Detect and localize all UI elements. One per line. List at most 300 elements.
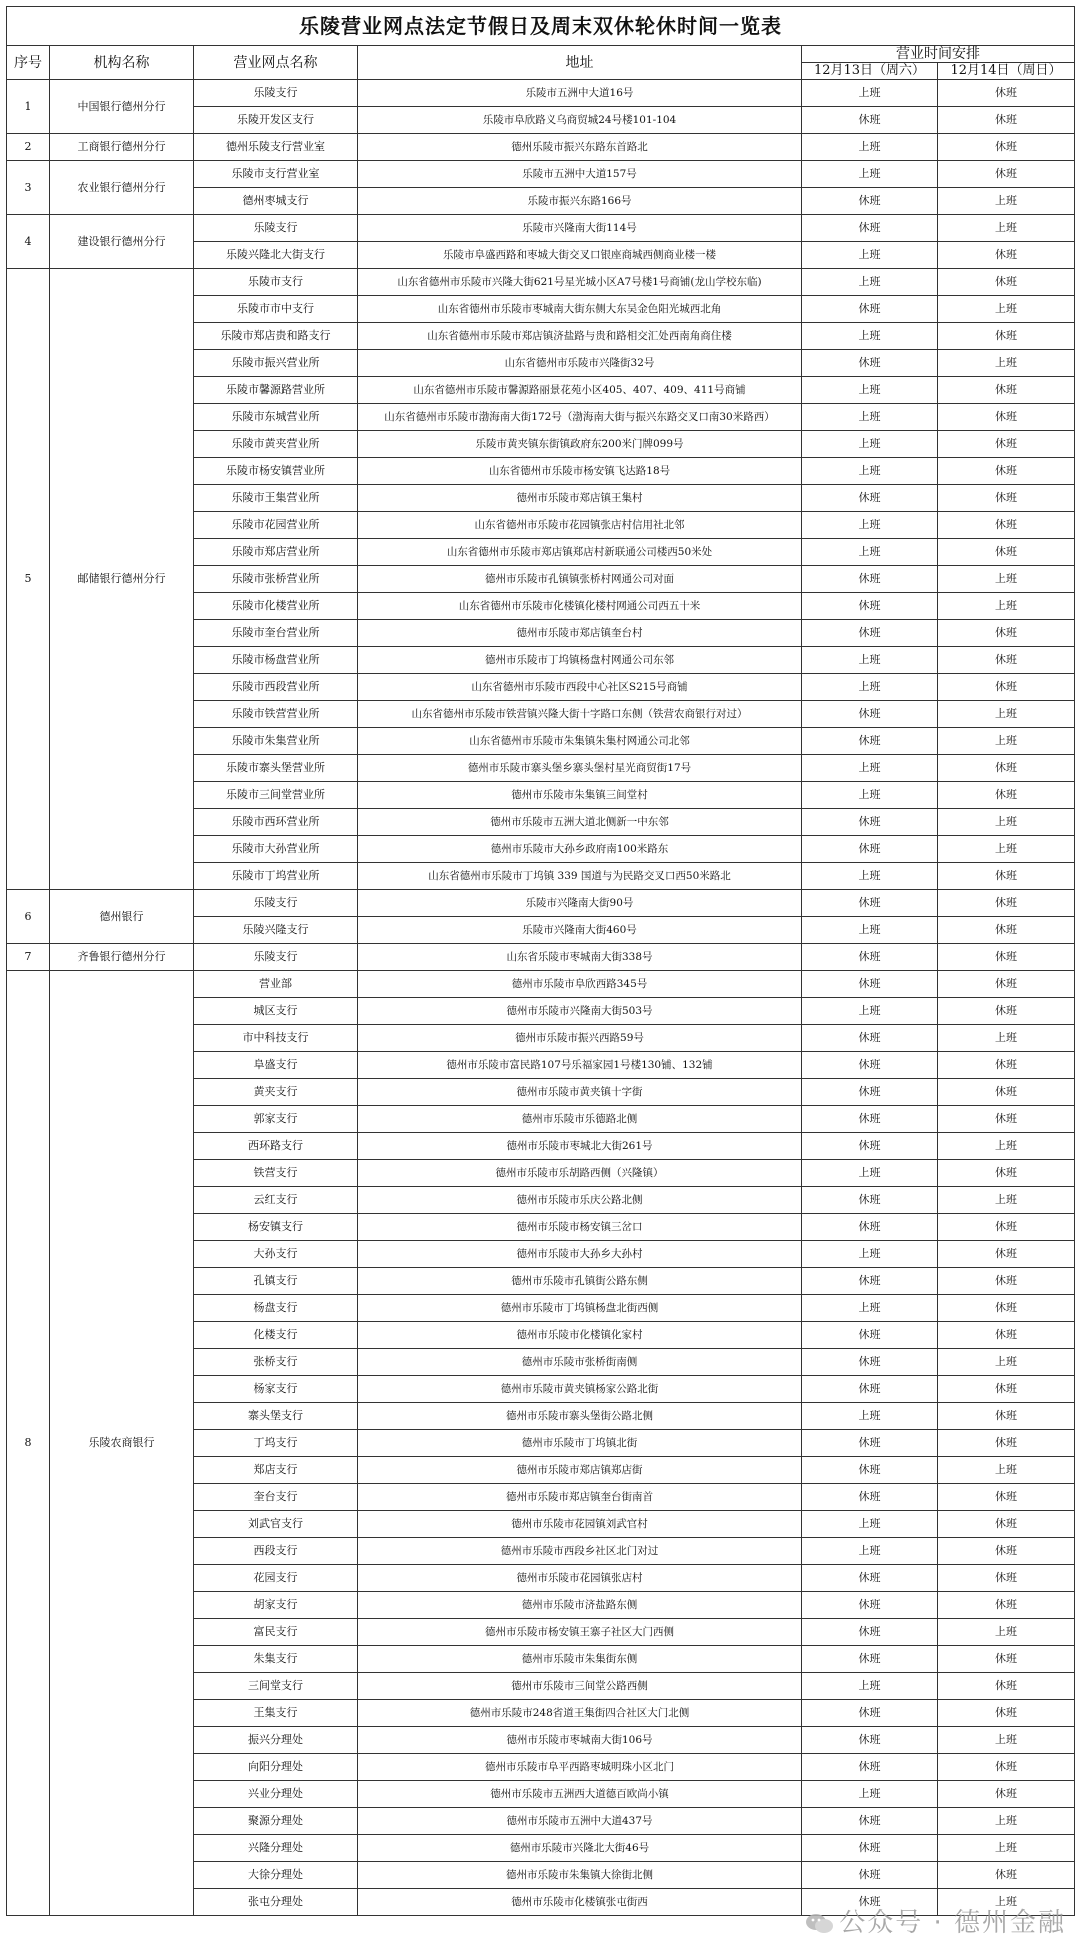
cell-outlet: 乐陵市西环营业所 xyxy=(194,809,358,836)
cell-seq: 8 xyxy=(7,971,50,1916)
cell-outlet: 西环路支行 xyxy=(194,1133,358,1160)
cell-day2-status: 上班 xyxy=(938,728,1075,755)
cell-day2-status: 休班 xyxy=(938,1295,1075,1322)
cell-outlet: 寨头堡支行 xyxy=(194,1403,358,1430)
cell-outlet: 乐陵支行 xyxy=(194,215,358,242)
cell-outlet: 市中科技支行 xyxy=(194,1025,358,1052)
cell-day1-status: 休班 xyxy=(802,1646,938,1673)
cell-address: 德州市乐陵市乐庆公路北侧 xyxy=(358,1187,802,1214)
cell-address: 山东省德州市乐陵市丁坞镇 339 国道与为民路交叉口西50米路北 xyxy=(358,863,802,890)
cell-day1-status: 上班 xyxy=(802,269,938,296)
cell-day2-status: 休班 xyxy=(938,1781,1075,1808)
cell-seq: 3 xyxy=(7,161,50,215)
cell-day1-status: 休班 xyxy=(802,1025,938,1052)
cell-day1-status: 上班 xyxy=(802,161,938,188)
cell-day1-status: 上班 xyxy=(802,1403,938,1430)
cell-outlet: 兴隆分理处 xyxy=(194,1835,358,1862)
cell-outlet: 化楼支行 xyxy=(194,1322,358,1349)
cell-seq: 7 xyxy=(7,944,50,971)
cell-address: 德州市乐陵市济盐路东侧 xyxy=(358,1592,802,1619)
cell-outlet: 黄夹支行 xyxy=(194,1079,358,1106)
cell-day1-status: 上班 xyxy=(802,134,938,161)
cell-day1-status: 休班 xyxy=(802,1079,938,1106)
cell-outlet: 奎台支行 xyxy=(194,1484,358,1511)
cell-outlet: 乐陵市化楼营业所 xyxy=(194,593,358,620)
cell-day2-status: 休班 xyxy=(938,1268,1075,1295)
cell-institution: 农业银行德州分行 xyxy=(50,161,194,215)
cell-outlet: 乐陵市支行营业室 xyxy=(194,161,358,188)
cell-address: 德州市乐陵市郑店镇奎台街南首 xyxy=(358,1484,802,1511)
cell-day1-status: 休班 xyxy=(802,1727,938,1754)
cell-address: 德州市乐陵市寨头堡街公路北侧 xyxy=(358,1403,802,1430)
header-outlet: 营业网点名称 xyxy=(194,46,358,80)
cell-day2-status: 休班 xyxy=(938,512,1075,539)
cell-seq: 6 xyxy=(7,890,50,944)
header-institution: 机构名称 xyxy=(50,46,194,80)
cell-day2-status: 休班 xyxy=(938,1106,1075,1133)
cell-day1-status: 休班 xyxy=(802,836,938,863)
cell-day2-status: 休班 xyxy=(938,971,1075,998)
cell-day2-status: 上班 xyxy=(938,1889,1075,1916)
cell-address: 乐陵市振兴东路166号 xyxy=(358,188,802,215)
cell-outlet: 兴业分理处 xyxy=(194,1781,358,1808)
cell-outlet: 乐陵兴隆支行 xyxy=(194,917,358,944)
cell-day2-status: 休班 xyxy=(938,1538,1075,1565)
cell-outlet: 乐陵市丁坞营业所 xyxy=(194,863,358,890)
table-row xyxy=(7,269,1075,296)
cell-day1-status: 休班 xyxy=(802,350,938,377)
cell-day2-status: 上班 xyxy=(938,350,1075,377)
cell-address: 德州市乐陵市富民路107号乐福家园1号楼130铺、132铺 xyxy=(358,1052,802,1079)
cell-address: 德州市乐陵市大孙乡政府南100米路东 xyxy=(358,836,802,863)
cell-seq: 4 xyxy=(7,215,50,269)
cell-address: 山东省德州市乐陵市郑店镇济盐路与贵和路相交汇处西南角商住楼 xyxy=(358,323,802,350)
table-row xyxy=(7,134,1075,161)
cell-day2-status: 上班 xyxy=(938,1457,1075,1484)
cell-institution: 建设银行德州分行 xyxy=(50,215,194,269)
cell-address: 德州市乐陵市郑店镇郑店街 xyxy=(358,1457,802,1484)
cell-address: 德州市乐陵市丁坞镇杨盘北街西侧 xyxy=(358,1295,802,1322)
cell-outlet: 乐陵支行 xyxy=(194,890,358,917)
cell-institution: 乐陵农商银行 xyxy=(50,971,194,1916)
cell-day2-status: 休班 xyxy=(938,1700,1075,1727)
cell-day2-status: 上班 xyxy=(938,296,1075,323)
cell-day2-status: 上班 xyxy=(938,1187,1075,1214)
cell-day2-status: 休班 xyxy=(938,1376,1075,1403)
cell-address: 德州市乐陵市五洲大道北侧新一中东邻 xyxy=(358,809,802,836)
cell-day2-status: 休班 xyxy=(938,269,1075,296)
cell-day1-status: 上班 xyxy=(802,863,938,890)
cell-day1-status: 休班 xyxy=(802,701,938,728)
cell-address: 乐陵市黄夹镇东街镇政府东200米门牌099号 xyxy=(358,431,802,458)
cell-address: 乐陵市兴隆南大街90号 xyxy=(358,890,802,917)
cell-address: 德州市乐陵市化楼镇张屯街西 xyxy=(358,1889,802,1916)
cell-address: 德州市乐陵市丁坞镇杨盘村网通公司东邻 xyxy=(358,647,802,674)
cell-day1-status: 上班 xyxy=(802,1241,938,1268)
cell-day1-status: 休班 xyxy=(802,215,938,242)
cell-address: 德州市乐陵市乐胡路西侧（兴隆镇） xyxy=(358,1160,802,1187)
cell-day2-status: 上班 xyxy=(938,1349,1075,1376)
table-title: 乐陵营业网点法定节假日及周末双休轮休时间一览表 xyxy=(7,7,1075,46)
cell-address: 德州市乐陵市西段乡社区北门对过 xyxy=(358,1538,802,1565)
cell-outlet: 营业部 xyxy=(194,971,358,998)
cell-address: 乐陵市五洲中大道157号 xyxy=(358,161,802,188)
table-row xyxy=(7,215,1075,242)
cell-day2-status: 休班 xyxy=(938,863,1075,890)
cell-day2-status: 休班 xyxy=(938,1511,1075,1538)
cell-outlet: 向阳分理处 xyxy=(194,1754,358,1781)
cell-day2-status: 休班 xyxy=(938,1646,1075,1673)
cell-day1-status: 休班 xyxy=(802,1565,938,1592)
cell-day1-status: 上班 xyxy=(802,80,938,107)
cell-day1-status: 休班 xyxy=(802,1430,938,1457)
cell-address: 德州市乐陵市黄夹镇十字街 xyxy=(358,1079,802,1106)
cell-day2-status: 休班 xyxy=(938,80,1075,107)
cell-day1-status: 上班 xyxy=(802,755,938,782)
cell-day2-status: 休班 xyxy=(938,782,1075,809)
cell-outlet: 乐陵市郑店营业所 xyxy=(194,539,358,566)
cell-day2-status: 休班 xyxy=(938,1052,1075,1079)
cell-address: 德州市乐陵市寨头堡乡寨头堡村星光商贸街17号 xyxy=(358,755,802,782)
cell-day1-status: 上班 xyxy=(802,404,938,431)
cell-address: 德州市乐陵市郑店镇王集村 xyxy=(358,485,802,512)
cell-day1-status: 休班 xyxy=(802,620,938,647)
cell-outlet: 大孙支行 xyxy=(194,1241,358,1268)
cell-address: 德州乐陵市振兴东路东首路北 xyxy=(358,134,802,161)
cell-day2-status: 上班 xyxy=(938,1727,1075,1754)
cell-address: 德州市乐陵市阜平西路枣城明珠小区北门 xyxy=(358,1754,802,1781)
cell-seq: 2 xyxy=(7,134,50,161)
cell-day1-status: 休班 xyxy=(802,485,938,512)
cell-outlet: 乐陵兴隆北大街支行 xyxy=(194,242,358,269)
cell-outlet: 乐陵市张桥营业所 xyxy=(194,566,358,593)
cell-address: 山东省德州市乐陵市化楼镇化楼村网通公司西五十米 xyxy=(358,593,802,620)
cell-address: 山东省德州市乐陵市朱集镇朱集村网通公司北邻 xyxy=(358,728,802,755)
table-row xyxy=(7,971,1075,998)
header-schedule: 营业时间安排 xyxy=(802,46,1075,63)
cell-outlet: 铁营支行 xyxy=(194,1160,358,1187)
cell-outlet: 朱集支行 xyxy=(194,1646,358,1673)
table-row xyxy=(7,890,1075,917)
cell-day1-status: 上班 xyxy=(802,917,938,944)
cell-address: 德州市乐陵市花园镇刘武官村 xyxy=(358,1511,802,1538)
cell-day1-status: 休班 xyxy=(802,971,938,998)
cell-day2-status: 休班 xyxy=(938,998,1075,1025)
cell-address: 山东省德州市乐陵市郑店镇郑店村新联通公司楼西50米处 xyxy=(358,539,802,566)
cell-day2-status: 休班 xyxy=(938,1484,1075,1511)
cell-outlet: 富民支行 xyxy=(194,1619,358,1646)
cell-outlet: 聚源分理处 xyxy=(194,1808,358,1835)
cell-outlet: 三间堂支行 xyxy=(194,1673,358,1700)
cell-address: 德州市乐陵市枣城南大街106号 xyxy=(358,1727,802,1754)
cell-day2-status: 休班 xyxy=(938,1862,1075,1889)
cell-address: 山东省德州市乐陵市西段中心社区S215号商铺 xyxy=(358,674,802,701)
cell-seq: 1 xyxy=(7,80,50,134)
cell-day1-status: 休班 xyxy=(802,188,938,215)
cell-day1-status: 休班 xyxy=(802,1862,938,1889)
cell-address: 德州市乐陵市花园镇张店村 xyxy=(358,1565,802,1592)
cell-address: 德州市乐陵市振兴西路59号 xyxy=(358,1025,802,1052)
cell-outlet: 花园支行 xyxy=(194,1565,358,1592)
cell-day2-status: 上班 xyxy=(938,809,1075,836)
cell-day1-status: 休班 xyxy=(802,809,938,836)
cell-day1-status: 上班 xyxy=(802,1673,938,1700)
cell-day1-status: 上班 xyxy=(802,242,938,269)
cell-day2-status: 休班 xyxy=(938,674,1075,701)
cell-outlet: 刘武官支行 xyxy=(194,1511,358,1538)
cell-day2-status: 休班 xyxy=(938,404,1075,431)
cell-outlet: 德州枣城支行 xyxy=(194,188,358,215)
cell-address: 德州市乐陵市孔镇街公路东侧 xyxy=(358,1268,802,1295)
cell-outlet: 乐陵支行 xyxy=(194,944,358,971)
cell-day1-status: 休班 xyxy=(802,1106,938,1133)
cell-day1-status: 休班 xyxy=(802,1214,938,1241)
cell-day1-status: 休班 xyxy=(802,890,938,917)
cell-day1-status: 上班 xyxy=(802,458,938,485)
cell-day1-status: 上班 xyxy=(802,1781,938,1808)
cell-day2-status: 休班 xyxy=(938,1403,1075,1430)
cell-address: 山东省德州市乐陵市枣城南大街东侧大东吴金色阳光城西北角 xyxy=(358,296,802,323)
cell-address: 德州市乐陵市乐德路北侧 xyxy=(358,1106,802,1133)
cell-outlet: 杨盘支行 xyxy=(194,1295,358,1322)
cell-day1-status: 上班 xyxy=(802,647,938,674)
cell-address: 德州市乐陵市248省道王集街四合社区大门北侧 xyxy=(358,1700,802,1727)
watermark-text: 公众号 · 德州金融 xyxy=(839,1908,1066,1938)
cell-day1-status: 休班 xyxy=(802,728,938,755)
cell-outlet: 丁坞支行 xyxy=(194,1430,358,1457)
cell-address: 乐陵市兴隆南大街114号 xyxy=(358,215,802,242)
cell-address: 德州市乐陵市丁坞镇北街 xyxy=(358,1430,802,1457)
cell-day2-status: 上班 xyxy=(938,1835,1075,1862)
cell-address: 德州市乐陵市大孙乡大孙村 xyxy=(358,1241,802,1268)
cell-address: 德州市乐陵市五洲西大道德百欧尚小镇 xyxy=(358,1781,802,1808)
cell-day1-status: 休班 xyxy=(802,1484,938,1511)
cell-day1-status: 上班 xyxy=(802,539,938,566)
cell-address: 德州市乐陵市五洲中大道437号 xyxy=(358,1808,802,1835)
cell-day1-status: 休班 xyxy=(802,1052,938,1079)
cell-day2-status: 上班 xyxy=(938,1133,1075,1160)
cell-outlet: 乐陵市馨源路营业所 xyxy=(194,377,358,404)
cell-day2-status: 休班 xyxy=(938,917,1075,944)
cell-outlet: 乐陵市大孙营业所 xyxy=(194,836,358,863)
cell-day2-status: 休班 xyxy=(938,1673,1075,1700)
cell-day2-status: 休班 xyxy=(938,1214,1075,1241)
cell-institution: 工商银行德州分行 xyxy=(50,134,194,161)
header-day1: 12月13日（周六） xyxy=(802,63,938,80)
cell-day2-status: 上班 xyxy=(938,215,1075,242)
cell-address: 德州市乐陵市兴隆北大街46号 xyxy=(358,1835,802,1862)
cell-day1-status: 上班 xyxy=(802,323,938,350)
table-row xyxy=(7,944,1075,971)
cell-day2-status: 休班 xyxy=(938,1430,1075,1457)
cell-day1-status: 休班 xyxy=(802,1808,938,1835)
cell-day2-status: 休班 xyxy=(938,431,1075,458)
cell-day1-status: 休班 xyxy=(802,1322,938,1349)
cell-day1-status: 休班 xyxy=(802,593,938,620)
schedule-table xyxy=(6,6,1075,1916)
cell-outlet: 乐陵市市中支行 xyxy=(194,296,358,323)
cell-outlet: 乐陵市王集营业所 xyxy=(194,485,358,512)
cell-address: 德州市乐陵市三间堂公路西侧 xyxy=(358,1673,802,1700)
cell-outlet: 西段支行 xyxy=(194,1538,358,1565)
cell-day1-status: 休班 xyxy=(802,1700,938,1727)
cell-day2-status: 上班 xyxy=(938,188,1075,215)
cell-outlet: 乐陵市铁营营业所 xyxy=(194,701,358,728)
cell-address: 德州市乐陵市张桥街南侧 xyxy=(358,1349,802,1376)
cell-day2-status: 休班 xyxy=(938,890,1075,917)
cell-outlet: 郑店支行 xyxy=(194,1457,358,1484)
cell-address: 德州市乐陵市孔镇镇张桥村网通公司对面 xyxy=(358,566,802,593)
cell-seq: 5 xyxy=(7,269,50,890)
cell-outlet: 大徐分理处 xyxy=(194,1862,358,1889)
cell-outlet: 杨家支行 xyxy=(194,1376,358,1403)
cell-day2-status: 上班 xyxy=(938,1808,1075,1835)
cell-day2-status: 休班 xyxy=(938,1079,1075,1106)
cell-outlet: 城区支行 xyxy=(194,998,358,1025)
cell-institution: 中国银行德州分行 xyxy=(50,80,194,134)
cell-day1-status: 休班 xyxy=(802,1133,938,1160)
cell-outlet: 德州乐陵支行营业室 xyxy=(194,134,358,161)
cell-address: 山东省德州市乐陵市渤海南大街172号（渤海南大街与振兴东路交叉口南30米路西） xyxy=(358,404,802,431)
cell-outlet: 乐陵市振兴营业所 xyxy=(194,350,358,377)
cell-address: 德州市乐陵市杨安镇三岔口 xyxy=(358,1214,802,1241)
cell-day1-status: 上班 xyxy=(802,998,938,1025)
cell-day2-status: 上班 xyxy=(938,701,1075,728)
cell-address: 德州市乐陵市化楼镇化家村 xyxy=(358,1322,802,1349)
cell-address: 德州市乐陵市朱集镇三间堂村 xyxy=(358,782,802,809)
cell-day2-status: 休班 xyxy=(938,458,1075,485)
cell-outlet: 乐陵支行 xyxy=(194,80,358,107)
cell-day1-status: 休班 xyxy=(802,944,938,971)
cell-day1-status: 休班 xyxy=(802,1376,938,1403)
cell-address: 德州市乐陵市郑店镇奎台村 xyxy=(358,620,802,647)
cell-address: 乐陵市阜盛西路和枣城大街交叉口银座商城西侧商业楼一楼 xyxy=(358,242,802,269)
cell-day2-status: 休班 xyxy=(938,620,1075,647)
cell-address: 山东省德州市乐陵市兴隆大街621号星光城小区A7号楼1号商铺(龙山学校东临) xyxy=(358,269,802,296)
cell-outlet: 胡家支行 xyxy=(194,1592,358,1619)
cell-address: 德州市乐陵市枣城北大街261号 xyxy=(358,1133,802,1160)
cell-address: 德州市乐陵市阜欣西路345号 xyxy=(358,971,802,998)
cell-outlet: 孔镇支行 xyxy=(194,1268,358,1295)
cell-day1-status: 休班 xyxy=(802,1457,938,1484)
cell-day1-status: 休班 xyxy=(802,1268,938,1295)
cell-address: 山东省德州市乐陵市花园镇张店村信用社北邻 xyxy=(358,512,802,539)
cell-day2-status: 上班 xyxy=(938,1025,1075,1052)
cell-day2-status: 休班 xyxy=(938,323,1075,350)
cell-institution: 齐鲁银行德州分行 xyxy=(50,944,194,971)
cell-address: 乐陵市阜欣路义乌商贸城24号楼101-104 xyxy=(358,107,802,134)
cell-outlet: 乐陵市东城营业所 xyxy=(194,404,358,431)
cell-outlet: 张桥支行 xyxy=(194,1349,358,1376)
cell-outlet: 郭家支行 xyxy=(194,1106,358,1133)
cell-outlet: 王集支行 xyxy=(194,1700,358,1727)
cell-day1-status: 休班 xyxy=(802,566,938,593)
cell-day2-status: 休班 xyxy=(938,755,1075,782)
cell-day1-status: 上班 xyxy=(802,512,938,539)
cell-day2-status: 休班 xyxy=(938,134,1075,161)
cell-day2-status: 休班 xyxy=(938,485,1075,512)
cell-address: 德州市乐陵市朱集街东侧 xyxy=(358,1646,802,1673)
cell-day1-status: 上班 xyxy=(802,674,938,701)
schedule-sheet xyxy=(6,6,1074,1916)
cell-outlet: 乐陵市黄夹营业所 xyxy=(194,431,358,458)
cell-outlet: 张屯分理处 xyxy=(194,1889,358,1916)
cell-outlet: 乐陵市花园营业所 xyxy=(194,512,358,539)
cell-day2-status: 休班 xyxy=(938,161,1075,188)
cell-outlet: 乐陵市西段营业所 xyxy=(194,674,358,701)
cell-day2-status: 上班 xyxy=(938,566,1075,593)
cell-day2-status: 休班 xyxy=(938,944,1075,971)
cell-outlet: 乐陵市杨盘营业所 xyxy=(194,647,358,674)
cell-outlet: 乐陵市奎台营业所 xyxy=(194,620,358,647)
table-body xyxy=(7,80,1075,1916)
cell-outlet: 乐陵市郑店贵和路支行 xyxy=(194,323,358,350)
cell-day1-status: 上班 xyxy=(802,1295,938,1322)
cell-outlet: 乐陵市寨头堡营业所 xyxy=(194,755,358,782)
cell-day2-status: 休班 xyxy=(938,647,1075,674)
cell-outlet: 乐陵市杨安镇营业所 xyxy=(194,458,358,485)
cell-day1-status: 上班 xyxy=(802,431,938,458)
cell-address: 德州市乐陵市黄夹镇杨家公路北街 xyxy=(358,1376,802,1403)
cell-day2-status: 上班 xyxy=(938,1619,1075,1646)
cell-day1-status: 休班 xyxy=(802,1592,938,1619)
cell-address: 山东省德州市乐陵市馨源路丽景花苑小区405、407、409、411号商铺 xyxy=(358,377,802,404)
cell-day1-status: 休班 xyxy=(802,1889,938,1916)
cell-address: 德州市乐陵市朱集镇大徐街北侧 xyxy=(358,1862,802,1889)
header-seq: 序号 xyxy=(7,46,50,80)
cell-day1-status: 休班 xyxy=(802,1349,938,1376)
cell-day2-status: 休班 xyxy=(938,1322,1075,1349)
cell-day2-status: 休班 xyxy=(938,539,1075,566)
cell-day2-status: 上班 xyxy=(938,836,1075,863)
cell-outlet: 杨安镇支行 xyxy=(194,1214,358,1241)
cell-day1-status: 休班 xyxy=(802,1187,938,1214)
table-row xyxy=(7,80,1075,107)
cell-day2-status: 休班 xyxy=(938,1592,1075,1619)
cell-day1-status: 上班 xyxy=(802,377,938,404)
cell-address: 乐陵市五洲中大道16号 xyxy=(358,80,802,107)
cell-outlet: 阜盛支行 xyxy=(194,1052,358,1079)
cell-outlet: 乐陵开发区支行 xyxy=(194,107,358,134)
cell-day1-status: 休班 xyxy=(802,107,938,134)
cell-day1-status: 休班 xyxy=(802,1835,938,1862)
header-address: 地址 xyxy=(358,46,802,80)
cell-address: 山东省乐陵市枣城南大街338号 xyxy=(358,944,802,971)
cell-institution: 邮储银行德州分行 xyxy=(50,269,194,890)
cell-outlet: 振兴分理处 xyxy=(194,1727,358,1754)
cell-outlet: 乐陵市三间堂营业所 xyxy=(194,782,358,809)
cell-address: 乐陵市兴隆南大街460号 xyxy=(358,917,802,944)
table-row xyxy=(7,161,1075,188)
cell-day2-status: 休班 xyxy=(938,1565,1075,1592)
cell-day1-status: 休班 xyxy=(802,296,938,323)
cell-outlet: 乐陵市朱集营业所 xyxy=(194,728,358,755)
watermark xyxy=(805,1902,1066,1939)
cell-outlet: 乐陵市支行 xyxy=(194,269,358,296)
cell-day1-status: 上班 xyxy=(802,1160,938,1187)
cell-day2-status: 休班 xyxy=(938,242,1075,269)
cell-day2-status: 休班 xyxy=(938,1754,1075,1781)
cell-address: 德州市乐陵市兴隆南大街503号 xyxy=(358,998,802,1025)
cell-day1-status: 休班 xyxy=(802,1619,938,1646)
header-day2: 12月14日（周日） xyxy=(938,63,1075,80)
cell-day1-status: 休班 xyxy=(802,1754,938,1781)
cell-address: 山东省德州市乐陵市兴隆街32号 xyxy=(358,350,802,377)
cell-address: 山东省德州市乐陵市铁营镇兴隆大街十字路口东侧（铁营农商银行对过） xyxy=(358,701,802,728)
cell-day1-status: 上班 xyxy=(802,1511,938,1538)
cell-outlet: 云红支行 xyxy=(194,1187,358,1214)
cell-day1-status: 上班 xyxy=(802,1538,938,1565)
